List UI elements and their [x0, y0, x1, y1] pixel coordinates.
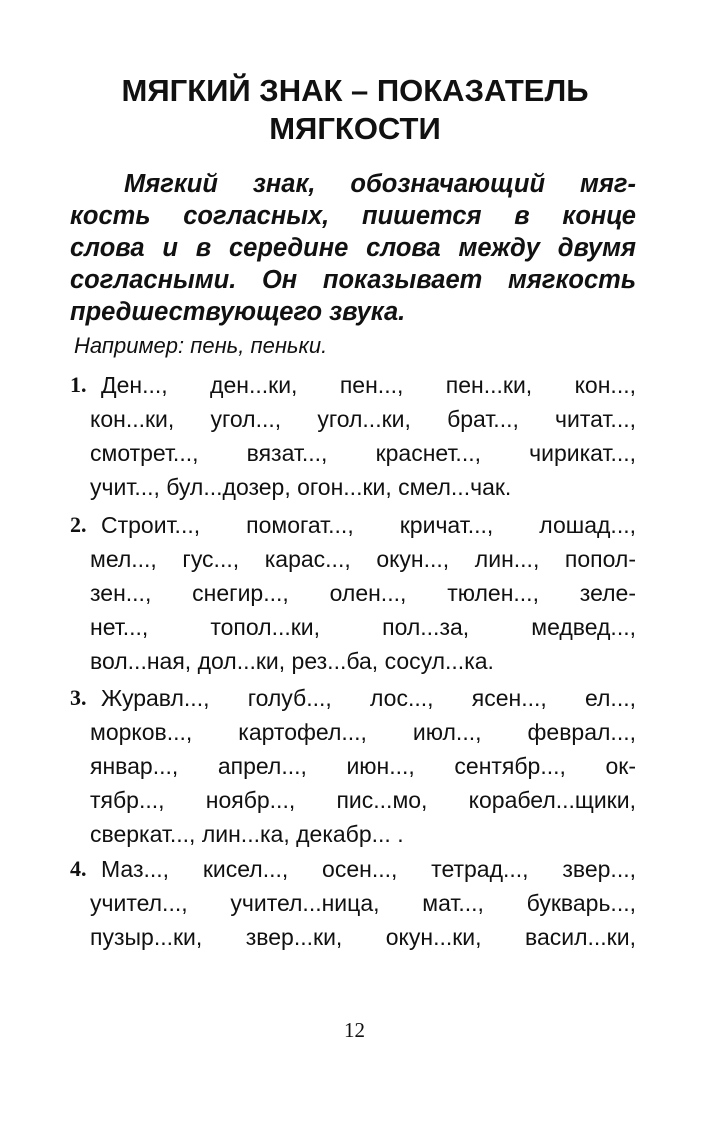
exercise-number: 4.: [70, 856, 87, 881]
rule-line: слова и в середине слова между двумя: [70, 234, 636, 262]
exercise-line: пузыр...ки, звер...ки, окун...ки, васил...ки,: [90, 924, 636, 950]
rule-line: Мягкий знак, обозначающий мяг-: [124, 170, 636, 198]
exercise-number: 3.: [70, 685, 87, 710]
exercise-line: январ..., апрел..., июн..., сентябр..., ок-: [90, 753, 636, 779]
rule-text: [70, 168, 636, 328]
exercise-number: 2.: [70, 512, 87, 537]
exercise-1: [70, 368, 636, 504]
exercise-line: нет..., топол...ки, пол...за, медвед...,: [90, 614, 636, 640]
exercise-line: кон...ки, угол..., угол...ки, брат..., читат...,: [90, 406, 636, 432]
exercise-line: Маз..., кисел..., осен..., тетрад..., звер...,: [101, 856, 636, 882]
exercise-line: тябр..., ноябр..., пис...мо, корабел...щики,: [90, 787, 636, 813]
exercise-line: сверкат..., лин...ка, декабр... .: [90, 821, 404, 847]
exercise-line: зен..., снегир..., олен..., тюлен..., зеле-: [90, 580, 636, 606]
rule-line: предшествующего звука.: [70, 298, 406, 326]
title-line-2: МЯГКОСТИ: [269, 111, 441, 146]
exercise-3: [70, 681, 636, 851]
example-text: Например: пень, пеньки.: [74, 333, 328, 358]
exercise-line: Ден..., ден...ки, пен..., пен...ки, кон...,: [101, 372, 636, 398]
exercise-line: смотрет..., вязат..., краснет..., чирикат...,: [90, 440, 636, 466]
exercise-line: вол...ная, дол...ки, рез...ба, сосул...ка.: [90, 648, 494, 674]
page-number: 12: [344, 1018, 365, 1042]
page-title: [60, 72, 650, 148]
exercise-line: Журавл..., голуб..., лос..., ясен..., ел...,: [101, 685, 636, 711]
title-line-1: МЯГКИЙ ЗНАК – ПОКАЗАТЕЛЬ: [121, 73, 589, 108]
rule-line: кость согласных, пишется в конце: [70, 202, 636, 230]
exercise-line: учител..., учител...ница, мат..., букварь...,: [90, 890, 636, 916]
exercise-4: [70, 852, 636, 954]
exercise-2: [70, 508, 636, 678]
exercise-line: мел..., гус..., карас..., окун..., лин..., попол-: [90, 546, 636, 572]
rule-line: согласными. Он показывает мягкость: [70, 266, 636, 294]
exercise-number: 1.: [70, 372, 87, 397]
exercise-line: учит..., бул...дозер, огон...ки, смел...чак.: [90, 474, 512, 500]
exercise-line: морков..., картофел..., июл..., феврал...,: [90, 719, 636, 745]
exercise-line: Строит..., помогат..., кричат..., лошад...,: [101, 512, 636, 538]
